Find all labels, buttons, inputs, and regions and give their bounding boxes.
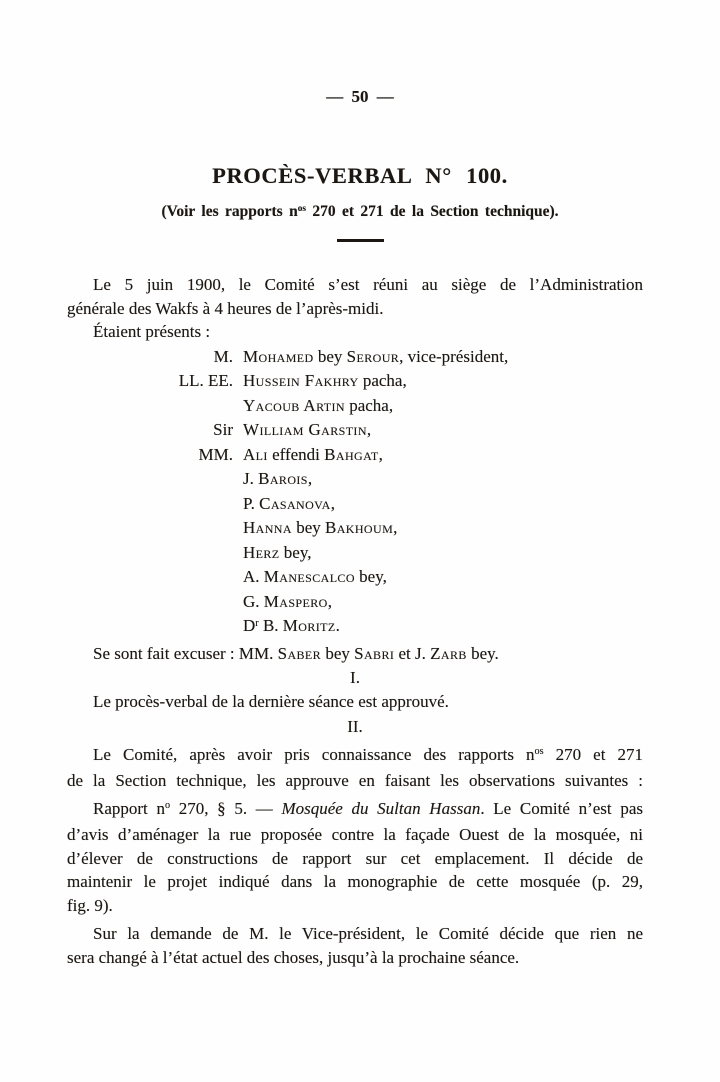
- text-segment: bey: [291, 518, 325, 537]
- attendee-honorific: LL. EE.: [178, 371, 233, 390]
- text-segment: os: [297, 204, 306, 215]
- attendee-row: [67, 467, 643, 492]
- attendee-honorific: Sir: [213, 420, 233, 439]
- rapport270-line-2: d’avis d’aménager la rue proposée contre la façade Ouest de la mosquée, ni: [67, 825, 643, 844]
- attendee-row: [67, 541, 643, 566]
- attendee-row: [67, 565, 643, 590]
- text-segment: Bakhoum: [325, 518, 394, 537]
- present-label: Étaient présents :: [93, 322, 211, 341]
- text-segment: Zarb: [430, 643, 467, 663]
- text-segment: . Le Comité n’est pas: [480, 798, 643, 818]
- text-segment: bey,: [279, 542, 312, 562]
- text-segment: Saber: [277, 643, 322, 663]
- attendee-row: [67, 369, 643, 394]
- page-number: — 50 —: [326, 87, 394, 106]
- text-segment: .: [335, 616, 340, 635]
- text-segment: Mohamed: [243, 346, 314, 366]
- text-segment: bey: [313, 346, 347, 366]
- attendee-honorific: M.: [213, 346, 233, 366]
- rapport270-line-4: maintenir le projet indiqué dans la monographie de cette mosquée (p. 29,: [67, 872, 643, 891]
- attendee-honorific: [67, 394, 233, 419]
- attendee-honorific: [67, 614, 233, 642]
- text-segment: Se sont fait excuser : MM.: [93, 643, 278, 663]
- attendee-name: [233, 418, 371, 443]
- text-segment: 270 et 271 de la Section technique).: [305, 203, 559, 220]
- text-segment: os: [534, 746, 544, 758]
- text-segment: Hussein Fakhry: [243, 371, 359, 390]
- attendee-row: [67, 590, 643, 615]
- attendee-name: [233, 614, 340, 642]
- text-segment: pacha,: [344, 395, 394, 415]
- text-segment: 270, § 5. —: [170, 798, 282, 818]
- text-segment: William Garstin: [243, 420, 367, 439]
- demande-line-1: Sur la demande de M. le Vice-président, le Comité décide que rien ne: [93, 924, 643, 943]
- text-segment: Le Comité, après avoir pris connaissance des rapports n: [93, 744, 535, 764]
- attendee-row: [67, 443, 643, 468]
- section-heading-1: I.: [350, 668, 360, 687]
- text-segment: 270 et 271: [543, 744, 643, 764]
- attendee-name: [233, 345, 508, 370]
- text-segment: ,: [378, 444, 383, 464]
- attendee-row: [67, 418, 643, 443]
- attendee-honorific: [67, 492, 233, 517]
- text-segment: bey: [321, 643, 355, 663]
- attendee-honorific: [67, 516, 233, 541]
- attendee-honorific: MM.: [198, 444, 233, 464]
- attendee-list: [67, 345, 643, 642]
- attendee-row: [67, 492, 643, 517]
- text-segment: ,: [327, 591, 332, 611]
- attendee-name: [233, 394, 393, 419]
- text-segment: Rapport n: [93, 798, 165, 818]
- text-segment: pacha,: [358, 371, 407, 390]
- intro-line-2: générale des Wakfs à 4 heures de l’après-midi.: [67, 298, 384, 318]
- text-segment: Sabri: [354, 643, 395, 663]
- attendee-name: [233, 541, 312, 566]
- text-segment: ,: [393, 518, 398, 537]
- text-segment: ,: [330, 493, 335, 513]
- attendee-row: [67, 394, 643, 419]
- attendee-name: [233, 467, 312, 492]
- document-body: [67, 273, 643, 969]
- text-segment: Ali: [243, 444, 268, 464]
- rapport270-line-3: d’élever de constructions de rapport sur cet emplacement. Il décide de: [67, 848, 643, 868]
- text-segment: bey.: [466, 643, 499, 663]
- text-segment: Bahgat: [324, 444, 379, 464]
- text-segment: , vice-président,: [399, 346, 509, 366]
- rapports-line-1: [67, 743, 643, 770]
- demande-line-2: sera changé à l’état actuel des choses, jusqu’à la prochaine séance.: [67, 947, 520, 967]
- rapports-line-2: de la Section technique, les approuve en faisant les observations suivantes :: [67, 771, 643, 790]
- rapport270-line-5: fig. 9).: [67, 895, 113, 915]
- section-1-text: Le procès-verbal de la dernière séance est approuvé.: [93, 691, 449, 711]
- excused-line: [67, 642, 643, 666]
- text-segment: Maspero: [263, 591, 328, 611]
- attendee-row: [67, 345, 643, 370]
- text-segment: (Voir les rapports n: [161, 203, 298, 220]
- text-segment: ,: [307, 469, 313, 488]
- text-segment: J.: [243, 469, 259, 488]
- text-segment: Yacoub Artin: [243, 395, 345, 415]
- attendee-name: [233, 590, 332, 615]
- attendee-name: [233, 492, 335, 517]
- text-segment: B.: [258, 616, 283, 635]
- text-segment: Serour: [346, 346, 400, 366]
- attendee-honorific: [67, 565, 233, 590]
- doc-subtitle: [0, 202, 720, 224]
- text-segment: Moritz: [282, 616, 336, 635]
- text-segment: ,: [366, 420, 372, 439]
- text-segment: Casanova: [259, 493, 331, 513]
- text-segment: P.: [243, 493, 260, 513]
- text-segment: bey,: [354, 567, 387, 586]
- rapport270-line-1: [67, 797, 643, 824]
- attendee-honorific: [67, 590, 233, 615]
- text-segment: Hanna: [243, 518, 292, 537]
- attendee-row: [67, 614, 643, 642]
- text-segment: Mosquée du Sultan Hassan: [281, 798, 481, 818]
- attendee-honorific: [67, 541, 233, 566]
- title-divider-rule: [337, 239, 384, 242]
- text-segment: effendi: [267, 444, 325, 464]
- section-heading-2: II.: [347, 717, 363, 736]
- text-segment: Barois: [258, 469, 308, 488]
- attendee-name: [233, 565, 387, 590]
- intro-line-1: Le 5 juin 1900, le Comité s’est réuni au siège de l’Administration: [93, 275, 643, 294]
- text-segment: Herz: [243, 542, 280, 562]
- text-segment: D: [243, 616, 256, 635]
- attendee-row: [67, 516, 643, 541]
- attendee-honorific: [67, 467, 233, 492]
- attendee-name: [233, 516, 397, 541]
- text-segment: r: [255, 617, 259, 629]
- text-segment: Manescalco: [263, 567, 355, 586]
- attendee-name: [233, 369, 407, 394]
- doc-title: PROCÈS-VERBAL N° 100.: [212, 163, 508, 188]
- text-segment: et J.: [394, 643, 431, 663]
- text-segment: A.: [243, 567, 264, 586]
- attendee-name: [233, 443, 383, 468]
- text-segment: G.: [243, 591, 264, 611]
- text-segment: o: [164, 800, 171, 812]
